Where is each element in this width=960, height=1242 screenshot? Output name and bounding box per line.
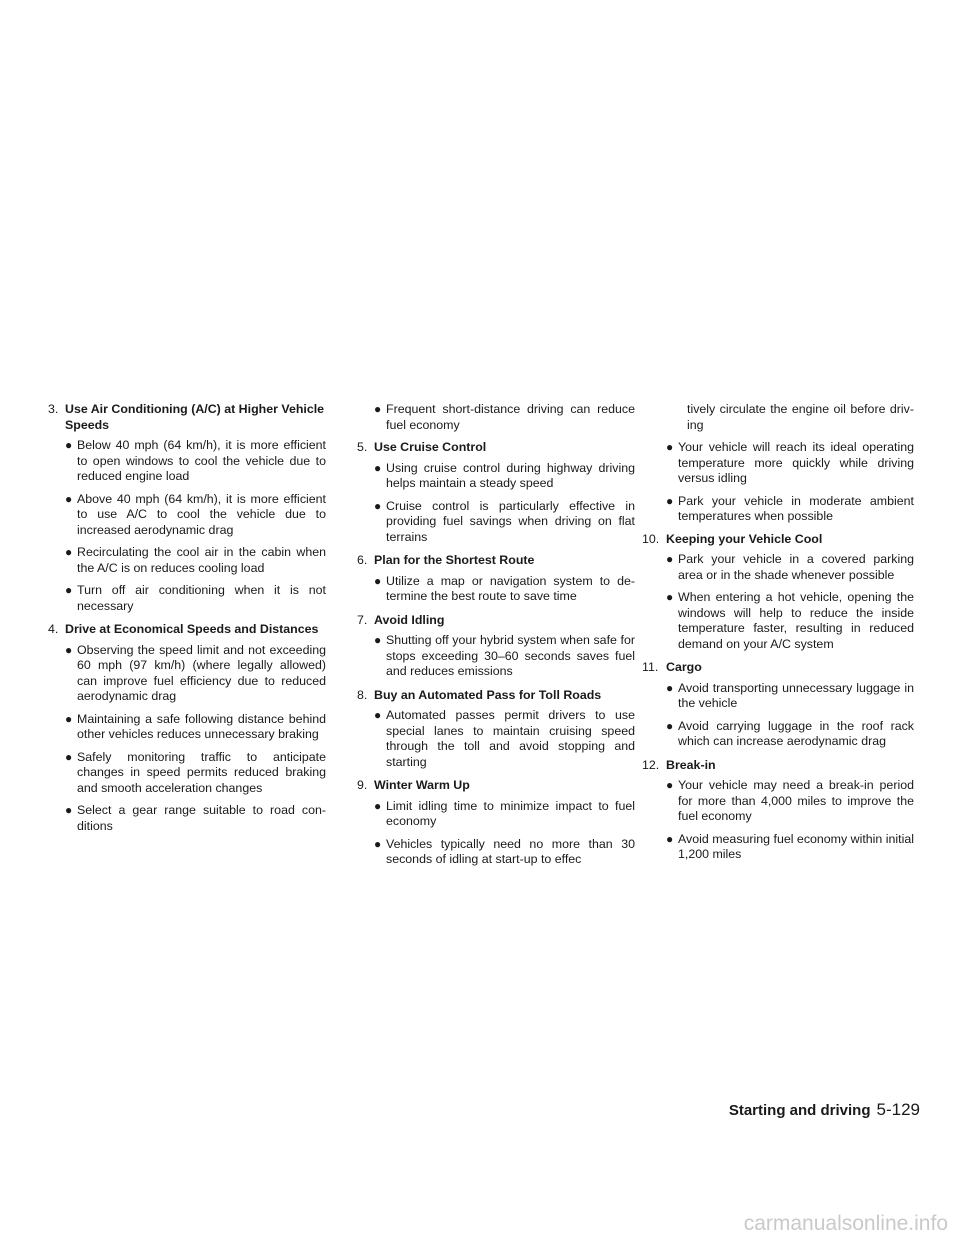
item-title: Drive at Economical Speeds and Distances [65, 622, 319, 636]
bullet-icon: ● [374, 836, 382, 851]
bullet-text: Park your vehicle in moderate ambient temperatures when possible [678, 493, 914, 523]
bullet-text: Using cruise control during highway driving helps maintain a steady speed [386, 460, 635, 490]
numbered-item [357, 613, 635, 680]
bullet-text: Cruise control is particularly effective in providing fuel savings when driving on flat terrains [386, 498, 635, 544]
bullet-text: Limit idling time to minimize impact to fuel economy [386, 798, 635, 828]
bullet-item [374, 461, 635, 492]
page-number: 5-129 [876, 1100, 920, 1119]
bullet-item [666, 681, 914, 712]
bullet-item [666, 590, 914, 652]
bullet-icon: ● [65, 642, 73, 657]
bullet-item [374, 708, 635, 770]
item-title: Use Air Conditioning (A/C) at Higher Vehicle Speeds [65, 402, 325, 432]
bullet-item [666, 778, 914, 825]
bullet-item [65, 750, 326, 797]
bullet-icon: ● [65, 749, 73, 764]
continued-text: tively circulate the engine oil before driving [687, 402, 914, 432]
item-number: 3. [48, 402, 59, 416]
bullet-icon: ● [374, 798, 382, 813]
bullet-item [65, 438, 326, 485]
numbered-item [642, 532, 914, 653]
bullet-text: Automated passes permit drivers to use special lanes to maintain cruising speed through the toll and avoid stopping and starting [386, 708, 635, 769]
numbered-item [48, 622, 326, 834]
item-number: 4. [48, 622, 59, 636]
bullet-text: Vehicles typically need no more than 30 seconds of idling at start-up to effec [386, 836, 635, 866]
bullet-icon: ● [666, 778, 674, 792]
bullet-icon: ● [666, 718, 674, 733]
text-column-2 [357, 402, 635, 876]
bullet-text: Turn off air conditioning when it is not necessary [77, 583, 326, 613]
bullet-icon: ● [65, 583, 73, 597]
numbered-item [357, 440, 635, 545]
bullet-icon: ● [65, 803, 73, 817]
bullet-icon: ● [666, 831, 674, 846]
bullet-icon: ● [65, 545, 73, 559]
item-title: Break-in [666, 757, 716, 772]
bullet-text: When entering a hot vehicle, opening the windows will help to reduce the inside temperature faster, resulting in reduced demand on your A/C system [678, 590, 914, 651]
bullet-text: Observing the speed limit and not exceeding 60 mph (97 km/h) (where legally allowed) can improve fuel efficiency due to reduced aerodynamic drag [77, 642, 326, 703]
item-heading [357, 613, 635, 629]
bullet-item [374, 837, 635, 868]
item-title: Avoid Idling [374, 612, 445, 627]
bullet-text: Your vehicle will reach its ideal operating temperature more quickly while driving versus idling [678, 440, 914, 485]
bullet-item [374, 574, 635, 605]
bullet-icon: ● [374, 708, 382, 722]
bullet-item [65, 803, 326, 834]
item-heading [48, 402, 326, 433]
item-heading [357, 440, 635, 456]
item-number: 11. [642, 660, 659, 674]
item-heading [642, 758, 914, 774]
bullet-text: Utilize a map or navigation system to determine the best route to save time [386, 573, 635, 603]
bullet-item [666, 832, 914, 863]
item-heading [357, 553, 635, 569]
numbered-item [357, 778, 635, 868]
item-title: Plan for the Shortest Route [374, 553, 535, 567]
text-column-1 [48, 402, 326, 842]
bullet-item [65, 583, 326, 614]
bullet-item [374, 402, 635, 433]
page-footer [700, 1100, 920, 1120]
item-number: 8. [357, 687, 368, 702]
bullet-icon: ● [65, 711, 73, 726]
numbered-item [357, 553, 635, 605]
bullet-icon: ● [666, 493, 674, 508]
item-number: 12. [642, 757, 660, 772]
bullet-icon: ● [374, 402, 382, 416]
item-heading [357, 778, 635, 794]
item-title: Keeping your Vehicle Cool [666, 531, 823, 546]
bullet-icon: ● [65, 438, 73, 452]
bullet-icon: ● [374, 633, 382, 647]
item-title: Buy an Automated Pass for Toll Roads [374, 687, 602, 702]
bullet-item [666, 552, 914, 583]
bullet-item [65, 712, 326, 743]
item-title: Cargo [666, 660, 702, 674]
footer-section-title: Starting and driving [728, 1102, 871, 1119]
bullet-text: Safely monitoring traffic to anticipate changes in speed permits reduced braking and smooth acceleration changes [77, 749, 326, 795]
bullet-item [374, 799, 635, 830]
bullet-icon: ● [374, 498, 382, 513]
item-title: Use Cruise Control [374, 440, 487, 454]
bullet-text: Below 40 mph (64 km/h), it is more efficient to open windows to cool the vehicle due to reduced engine load [77, 438, 326, 483]
bullet-text: Avoid measuring fuel economy within initial 1,200 miles [678, 831, 915, 861]
item-number: 6. [357, 553, 368, 567]
numbered-item [357, 688, 635, 771]
item-number: 9. [357, 778, 368, 792]
bullet-icon: ● [374, 460, 382, 475]
bullet-icon: ● [666, 590, 674, 604]
item-heading [48, 622, 326, 638]
bullet-icon: ● [374, 573, 382, 588]
item-number: 5. [357, 440, 368, 454]
bullet-text: Park your vehicle in a covered parking area or in the shade whenever possible [678, 552, 914, 582]
item-heading [642, 532, 914, 548]
bullet-text: Avoid carrying luggage in the roof rack which can increase aerodynamic drag [678, 718, 914, 748]
numbered-item [642, 758, 914, 863]
text-column-3 [642, 402, 914, 871]
bullet-item [65, 545, 326, 576]
bullet-item [666, 719, 914, 750]
bullet-icon: ● [666, 680, 674, 695]
bullet-icon: ● [666, 552, 674, 566]
bullet-text: Shutting off your hybrid system when safe for stops exceeding 30–60 seconds saves fuel and reduces emissions [386, 633, 635, 678]
bullet-text: Your vehicle may need a break-in period for more than 4,000 miles to improve the fuel economy [678, 778, 914, 823]
item-heading [357, 688, 635, 704]
bullet-text: Above 40 mph (64 km/h), it is more efficient to use A/C to cool the vehicle due to increased aerodynamic drag [77, 491, 326, 537]
bullet-text: Avoid transporting unnecessary luggage in the vehicle [678, 680, 914, 710]
watermark: carmanualsonline.info [743, 1212, 948, 1235]
numbered-item [642, 660, 914, 750]
bullet-icon: ● [666, 440, 674, 454]
bullet-text: Maintaining a safe following distance behind other vehicles reduces unnecessary braking [77, 711, 326, 741]
bullet-item [666, 494, 914, 525]
bullet-text: Recirculating the cool air in the cabin when the A/C is on reduces cooling load [77, 545, 326, 575]
bullet-text: Frequent short-distance driving can reduce fuel economy [386, 402, 635, 432]
bullet-item [374, 633, 635, 680]
bullet-icon: ● [65, 491, 73, 506]
numbered-item [48, 402, 326, 614]
bullet-item [65, 643, 326, 705]
bullet-item [666, 440, 914, 487]
item-title: Winter Warm Up [374, 778, 470, 792]
item-heading [642, 660, 914, 676]
item-number: 7. [357, 612, 368, 627]
bullet-item [374, 499, 635, 546]
bullet-text: Select a gear range suitable to road conditions [77, 803, 326, 833]
item-number: 10. [642, 531, 660, 546]
bullet-item [65, 492, 326, 539]
